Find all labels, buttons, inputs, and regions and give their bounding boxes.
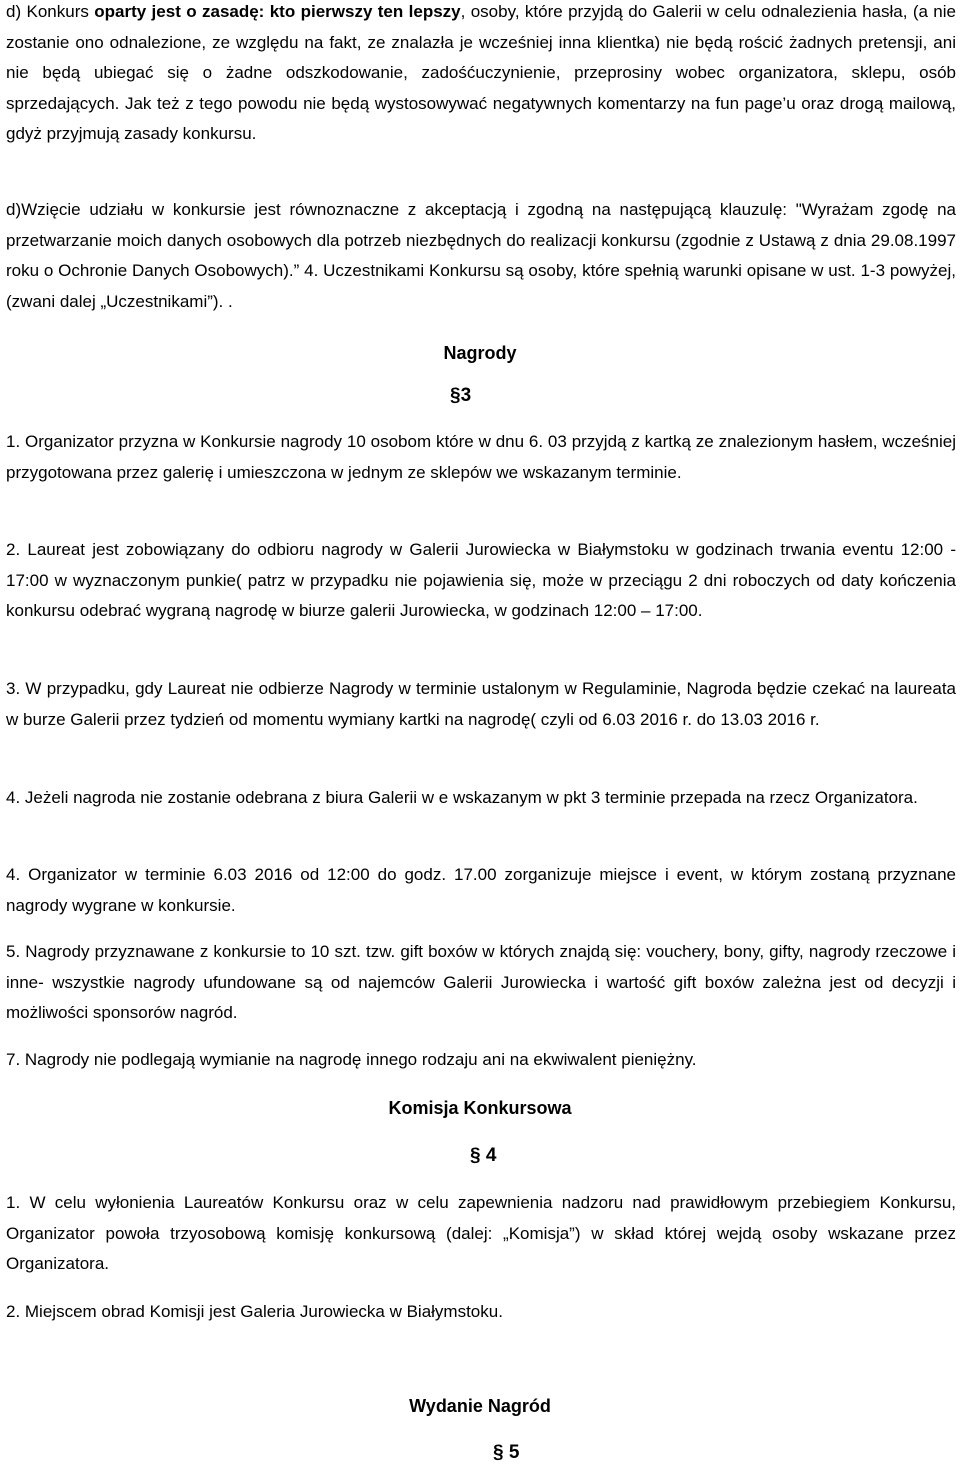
section-3-symbol: §3 (450, 385, 472, 406)
committee-rule-1: 1. W celu wyłonienia Laureatów Konkursu oraz w celu zapewnienia nadzoru nad prawidłowym przebiegiem Konkursu, Organizator powoła trzyosobową komisję konkursową (dalej: „Komisja”) w skład której wejdą osoby wskazane przez Organizatora. (6, 1193, 956, 1273)
paragraph-lead: d) Konkurs (6, 2, 95, 21)
prize-rule-3: 3. W przypadku, gdy Laureat nie odbierze Nagrody w terminie ustalonym w Regulaminie, Nagroda będzie czekać na laureata w burze Galerii przez tydzień od momentu wymiany kartki na nagrodę( czyli od 6.03 2016 r. do 13.03 2016 r. (6, 679, 956, 729)
prize-rule-2: 2. Laureat jest zobowiązany do odbioru nagrody w Galerii Jurowiecka w Białymstoku w godzinach trwania eventu 12:00 - 17:00 w wyznaczonym punkie( patrz w przypadku nie pojawienia się, może w przeciągu 2 dni roboczych od daty kończenia konkursu odebrać wygraną nagrodę w biurze galerii Jurowiecka, w godzinach 12:00 – 17:00. (6, 540, 956, 620)
prize-rule-5: 5. Nagrody przyznawane z konkursie to 10 szt. tzw. gift boxów w których znajdą się: vouchery, bony, gifty, nagrody rzeczowe i inne- wszystkie nagrody ufundowane są od najemców Galerii Jurowiecka i wartość gift boxów zależna jest od decyzji i możliwości sponsorów nagród. (6, 942, 956, 1022)
paragraph-rest: , osoby, które przyjdą do Galerii w celu odnalezienia hasła, (a nie zostanie ono odnalezione, ze względu na fakt, ze znalazła je wcześniej inna klientka) nie będą rościć żadnych pretensji, ani nie będą ubiegać się o żadne odszkodowanie, zadośćuczynienie, przeprosiny wobec organizatora, sklepu, osób sprzedających. Jak też z tego powodu nie będą wystosowywać negatywnych komentarzy na fun page’u oraz drogą mailową, gdyż przyjmują zasady konkursu. (6, 2, 956, 143)
paragraph-d-contest-rules (6, 0, 956, 150)
section-5-symbol: § 5 (493, 1442, 520, 1463)
prize-rule-4a: 4. Jeżeli nagroda nie zostanie odebrana z biura Galerii w e wskazanym w pkt 3 terminie przepada na rzecz Organizatora. (6, 788, 918, 807)
paragraph-d-data-consent: d)Wzięcie udziału w konkursie jest równoznaczne z akceptacją i zgodną na następującą klauzulę: "Wyrażam zgodę na przetwarzanie moich danych osobowych dla potrzeb niezbędnych do realizacji konkursu (zgodnie z Ustawą z dnia 29.08.1997 roku o Ochronie Danych Osobowych).” 4. Uczestnikami Konkursu są osoby, które spełnią warunki opisane w ust. 1-3 powyżej, (zwani dalej „Uczestnikami”). . (6, 200, 956, 311)
section-3-title: Nagrody (443, 343, 517, 363)
prize-rule-7: 7. Nagrody nie podlegają wymianie na nagrodę innego rodzaju ani na ekwiwalent pieniężny. (6, 1050, 697, 1069)
bold-rule: oparty jest o zasadę: kto pierwszy ten lepszy (94, 2, 461, 21)
committee-rule-2: 2. Miejscem obrad Komisji jest Galeria Jurowiecka w Białymstoku. (6, 1302, 503, 1321)
prize-rule-4b: 4. Organizator w terminie 6.03 2016 od 12:00 do godz. 17.00 zorganizuje miejsce i event, w którym zostaną przyznane nagrody wygrane w konkursie. (6, 865, 956, 915)
section-5-title: Wydanie Nagród (409, 1396, 551, 1416)
section-4-symbol: § 4 (470, 1145, 497, 1166)
prize-rule-1: 1. Organizator przyzna w Konkursie nagrody 10 osobom które w dnu 6. 03 przyjdą z kartką ze znalezionym hasłem, wcześniej przygotowana przez galerię i umieszczona w jednym ze sklepów we wskazanym terminie. (6, 432, 956, 482)
section-4-title: Komisja Konkursowa (388, 1098, 572, 1118)
